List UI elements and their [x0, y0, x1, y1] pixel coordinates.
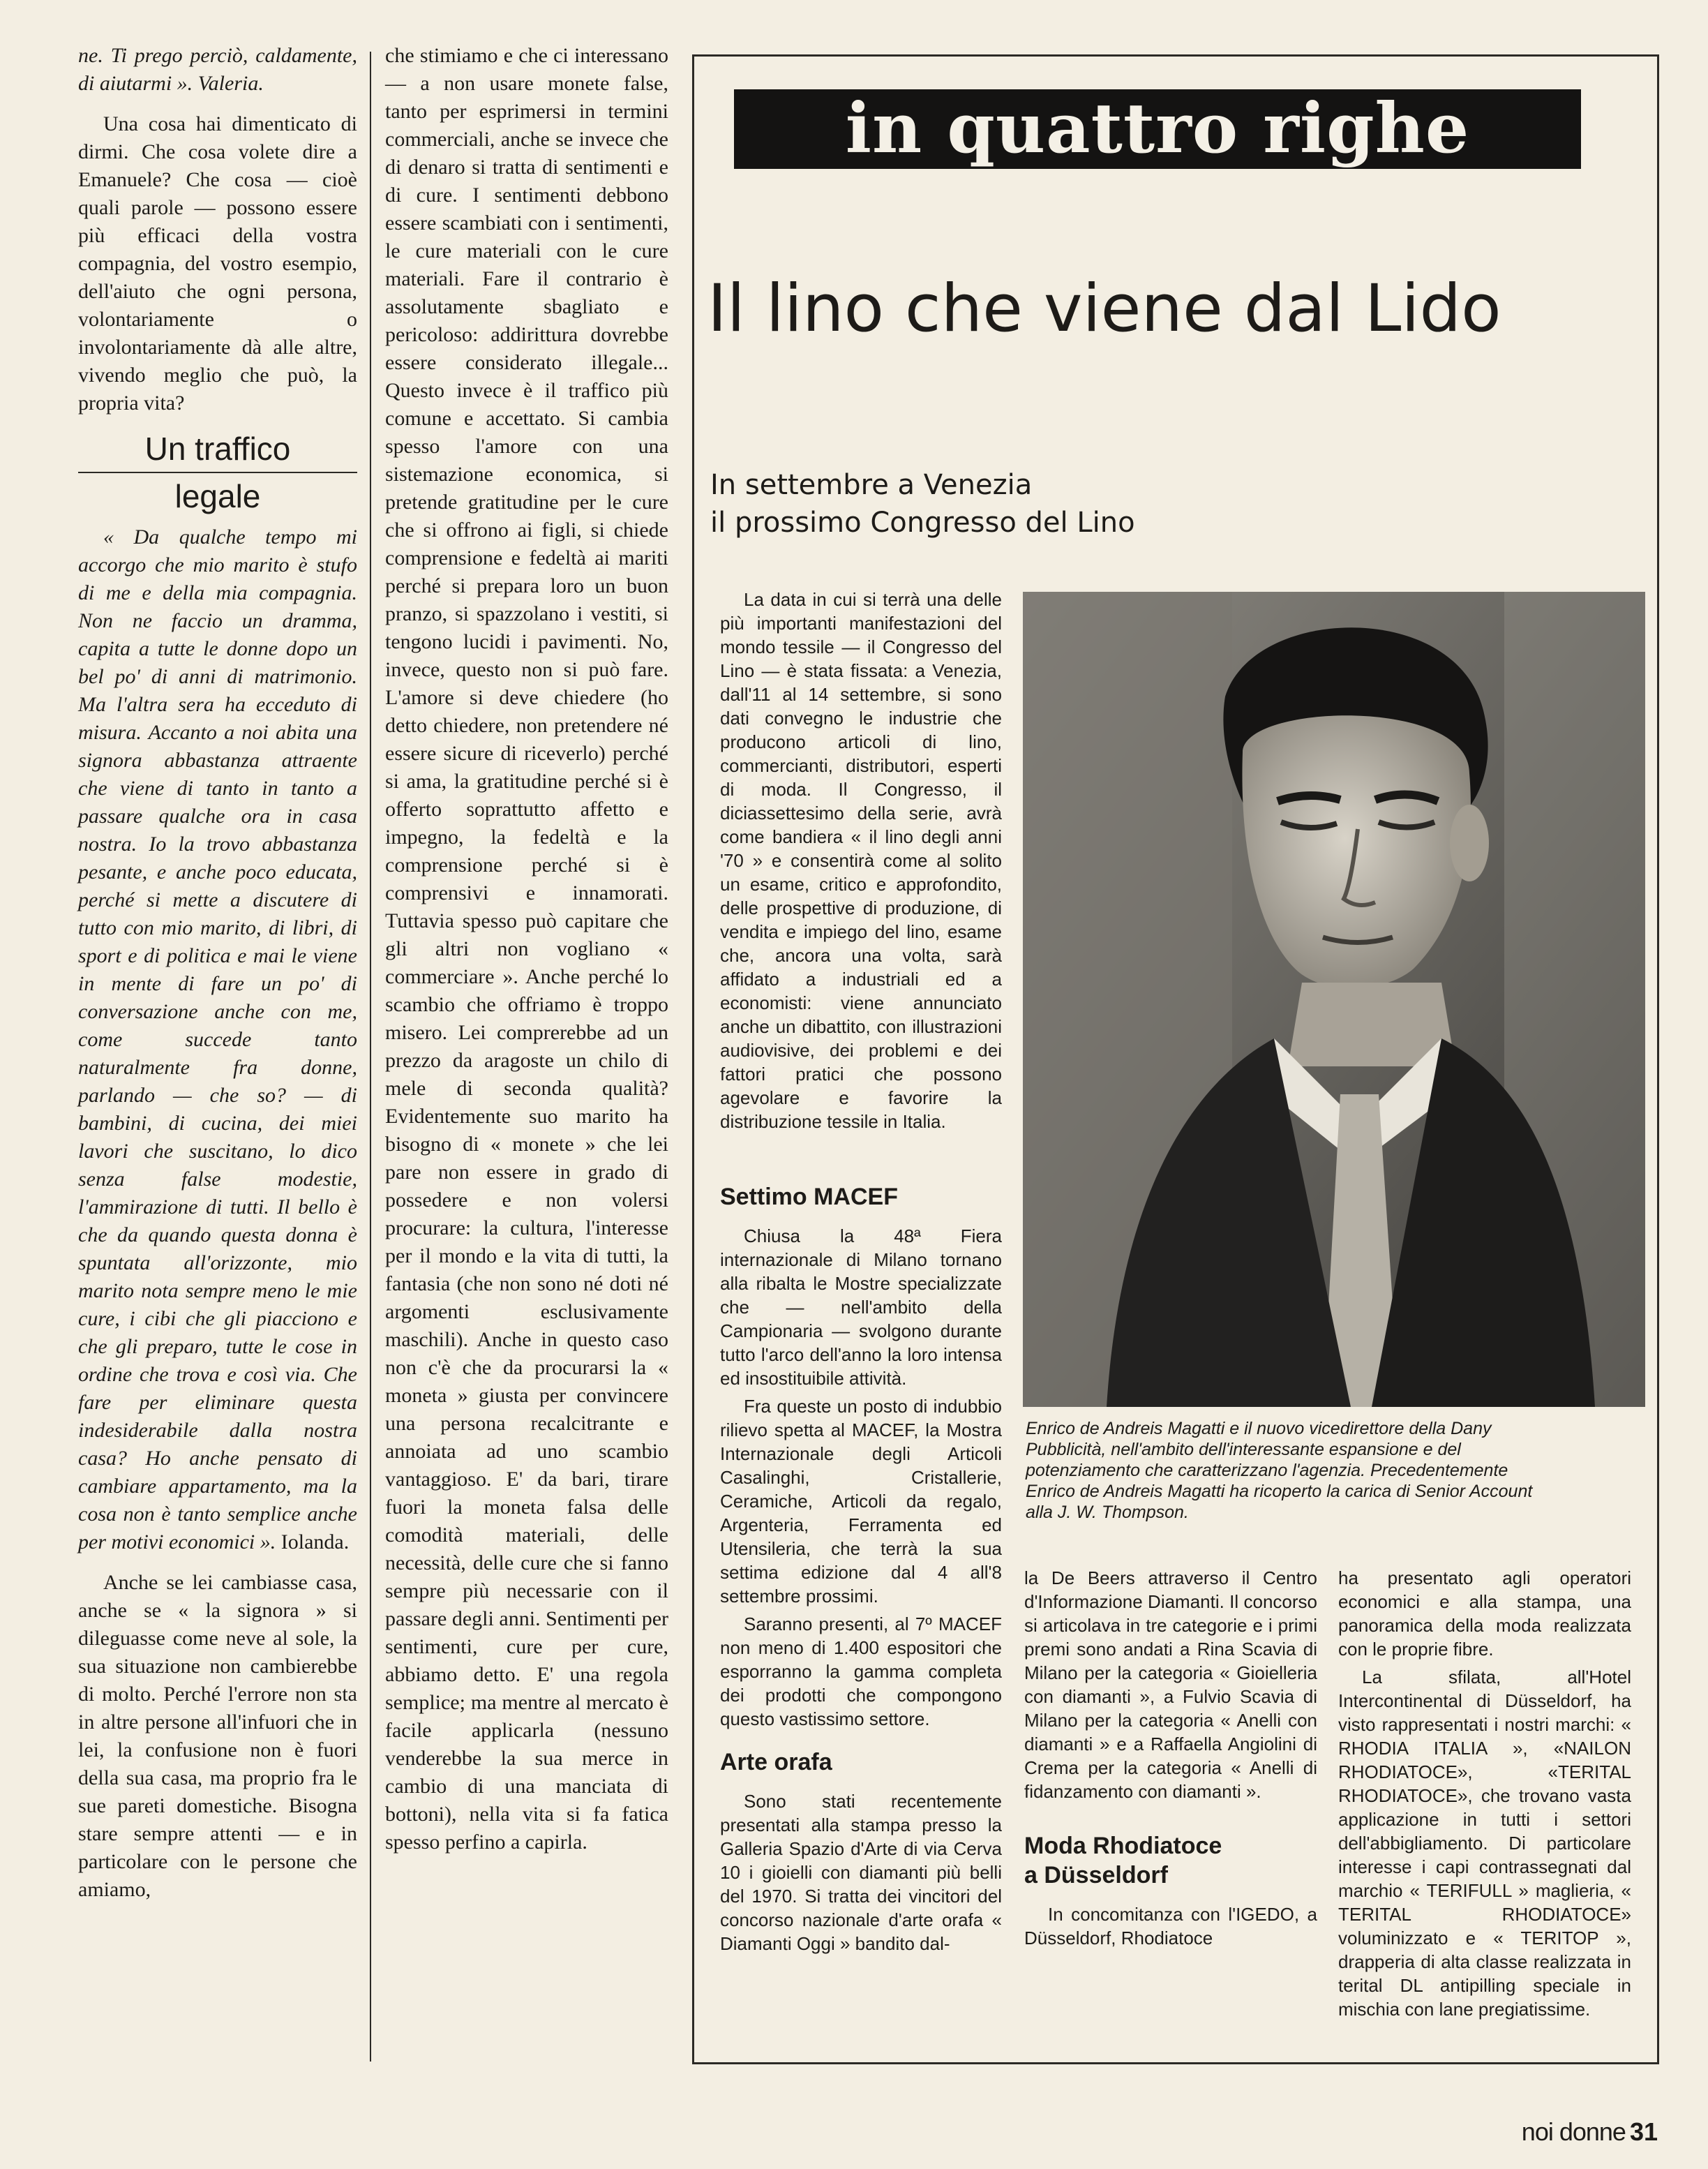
diamanti-paragraph: la De Beers attraverso il Centro d'Informazione Diamanti. Il concorso si articolava in tre categorie e i primi premi sono andati a Rina Scavia di Milano per la categoria « Gioielleria con diamanti », a Fulvio Scavia di Milano per la categoria « Anelli con diamanti » e a Raffaella Angiolini di Crema per la categoria « Anelli di fidanzamento con diamanti ».	[1024, 1567, 1317, 1802]
macef-heading: Settimo MACEF	[720, 1184, 898, 1210]
deck-line-1: In settembre a Venezia	[710, 469, 1033, 501]
reply-paragraph: Una cosa hai dimenticato di dirmi. Che cosa volete dire a Emanuele? Che cosa — cioè quali parole — possono essere più efficaci della vostra compagnia, del vostro esempio, dell'aiuto che ogni persona, volontariamente o involontariamente dà alle altre, vivendo meglio che può, la propria vita?	[78, 112, 357, 415]
portrait-illustration	[1023, 592, 1645, 1407]
macef-paragraph-2: Fra queste un posto di indubbio rilievo spetta al MACEF, la Mostra Internazionale degli Articoli Casalinghi, Cristallerie, Ceramiche, Articoli da regalo, Argenteria, Ferramenta ed Utensileria, che terrà la sua settima edizione dal 4 all'8 settembre prossimi.	[720, 1396, 1002, 1607]
reply-paragraph: Anche se lei cambiasse casa, anche se « la signora » si dileguasse come neve al sole, la sua situazione non cambierebbe di molto. Perché l'errore non sta in altre persone all'infuori che in lei, la confusione non è fuori della sua casa, ma proprio fra le sue pareti domestiche. Bisogna stare sempre attenti — e in particolare con le persone che amiamo,	[78, 1571, 357, 1901]
macef-paragraph-1: Chiusa la 48ª Fiera internazionale di Milano tornano alla ribalta le Mostre specializzate che — nell'ambito della Campionaria — svolgono durante tutto l'arco dell'anno la loro intensa ed insostituibile attività.	[720, 1225, 1002, 1389]
page-number: 31	[1629, 2117, 1658, 2146]
magazine-brand: noi donne	[1521, 2117, 1626, 2146]
deck-line-2: il prossimo Congresso del Lino	[710, 507, 1135, 539]
subhead-line-2: legale	[174, 478, 261, 514]
orafa-paragraph: Sono stati recentemente presentati alla stampa presso la Galleria Spazio d'Arte di via Cerva 10 i gioielli con diamanti più belli del 1970. Si tratta dei vincitori del concorso nazionale d'arte orafa « Diamanti Oggi » bandito dal-	[720, 1791, 1002, 1954]
section-masthead: in quattro righe	[734, 89, 1581, 169]
moda-heading-line-1: Moda Rhodiatoce	[1024, 1833, 1222, 1859]
letter-signature: Iolanda.	[280, 1530, 350, 1553]
page-footer	[1522, 2117, 1658, 2147]
letter-ending: ne. Ti prego perciò, caldamente, di aiutarmi ». Valeria.	[78, 44, 357, 95]
section-subhead	[78, 430, 357, 515]
diamanti-moda-column	[1024, 1566, 1317, 1954]
subhead-rule	[78, 472, 357, 473]
macef-article	[720, 1182, 1002, 1960]
portrait-photo	[1023, 592, 1645, 1407]
article-headline: Il lino che viene dal Lido	[707, 271, 1501, 347]
orafa-heading: Arte orafa	[720, 1749, 832, 1775]
letters-column-left	[78, 42, 357, 1916]
column-divider	[370, 52, 371, 2062]
rhodiatoce-paragraph-2: La sfilata, all'Hotel Intercontinental di Düsseldorf, ha visto rappresentati i nostri marchi: « RHODIA ITALIA », «NAILON RHODIATOCE», «TERITAL RHODIATOCE», che trovano vasta applicazione in tutti i settori dell'abbigliamento. Di particolare interesse i capi contrassegnati dal marchio « TERIFULL » maglieria, « TERITAL RHODIATOCE» voluminizzato e « TERITOP », drapperia di alta classe realizzata in terital DL antipilling speciale in mischia con lane pregiatissime.	[1338, 1667, 1631, 2020]
letters-column-right	[385, 42, 668, 1869]
rhodiatoce-paragraph-1: ha presentato agli operatori economici e alla stampa, una panoramica della moda realizzata con le proprie fibre.	[1338, 1567, 1631, 1660]
subhead-line-1: Un traffico	[144, 431, 291, 467]
article-deck	[710, 466, 1338, 542]
moda-paragraph: In concomitanza con l'IGEDO, a Düsseldorf, Rhodiatoce	[1024, 1904, 1317, 1948]
rhodiatoce-column	[1338, 1566, 1631, 2025]
moda-heading	[1024, 1831, 1317, 1890]
reply-paragraph: che stimiamo e che ci interessano — a non usare monete false, tanto per esprimersi in termini commerciali, anche se invece che di denaro si tratta di sentimenti e di cure. I sentimenti debbono essere scambiati con i sentimenti, le cure materiali con le cure materiali. Fare il contrario è assolutamente sbagliato e pericoloso: addirittura dovrebbe essere considerato illegale... Questo invece è il traffico più comune e accettato. Si cambia spesso l'amore con una sistemazione economica, si pretende gratitudine per le cure che si offrono ai figli, si chiede comprensione e fedeltà ai mariti perché si prepara loro un buon pranzo, si spazzolano i vestiti, si tengono lucidi i pavimenti. No, invece, questo non si può fare. L'amore si deve chiedere (ho detto chiedere, non pretendere né essere sicure di riceverlo) perché si ama, la gratitudine perché si è offerto soprattutto affetto e impegno, la fedeltà e la comprensione perché si è comprensivi e innamorati. Tuttavia spesso può capitare che gli altri non vogliano « commerciare ». Anche perché lo scambio che offriamo è troppo misero. Lei comprerebbe ad un prezzo da aragoste un chilo di mele di seconda qualità? Evidentemente suo marito ha bisogno di « monete » che lei pare non essere in grado di possedere e non volersi procurare: la cultura, l'interesse per il mondo e la vita di tutti, la fantasia (che non sono né doti né argomenti esclusivamente maschili). Anche in questo caso non c'è che da procurarsi la « moneta » giusta per convincere una persona recalcitrante e annoiata ad uno scambio vantaggioso. E' da bari, tirare fuori la moneta falsa delle comodità materiali, delle necessità, delle cure che si fanno sempre più necessarie con il passare degli anni. Sentimenti per sentimenti, cure per cure, abbiamo detto. E' una regola semplice; ma mentre al mercato è facile applicarla (nessuno venderebbe la sua merce in cambio di una manciata di bottoni), nella vita si fa fatica spesso perfino a capirla.	[385, 44, 668, 1854]
lino-article	[720, 588, 1002, 1138]
photo-caption: Enrico de Andreis Magatti e il nuovo vicedirettore della Dany Pubblicità, nell'ambito dell'interessante espansione e del potenziamento che caratterizzano l'agenzia. Precedentemente Enrico de Andreis Magatti ha ricoperto la carica di Senior Account alla J. W. Thompson.	[1026, 1419, 1533, 1522]
lino-paragraph: La data in cui si terrà una delle più importanti manifestazioni del mondo tessile — il Congresso del Lino — è stata fissata: a Venezia, dall'11 al 14 settembre, si sono dati convegno le industrie che producono articoli di lino, commercianti, distributori, esperti di moda. Il Congresso, il diciassettesimo della serie, avrà come bandiera « il lino degli anni '70 » e consentirà come al solito un esame, critico e approfondito, delle prospettive di produzione, di vendita e impiego del lino, esame che, ancora una volta, sarà affidato a industriali ed a economisti: viene annunciato anche un dibattito, con illustrazioni audiovisive, dei problemi e dei fattori pratici che possono agevolare e favorire la distribuzione tessile in Italia.	[720, 589, 1002, 1132]
reader-letter: « Da qualche tempo mi accorgo che mio marito è stufo di me e della mia compagnia. Non ne faccio un dramma, capita a tutte le donne dopo un bel po' di anni di matrimonio. Ma l'altra sera ha ecceduto di misura. Accanto a noi abita una signora abbastanza attraente che viene di tanto in tanto a passare qualche ora in casa nostra. Io la trovo abbastanza pesante, e anche poco educata, perché si mette a discutere di tutto con mio marito, di libri, di sport e di politica e mai le viene in mente di fare un po' di conversazione anche con me, come succede tanto naturalmente fra donne, parlando — che so? — di bambini, di cucina, dei miei lavori che suscitano, lo dico senza false modestie, l'ammirazione di tutti. Il bello è che da quando questa donna è spuntata all'orizzonte, mio marito nota sempre meno le mie cure, i cibi che gli piacciono e che gli preparo, tutte le cose in ordine che trova e così via. Che fare per eliminare questa indesiderabile dalla nostra casa? Ho anche pensato di cambiare appartamento, ma la cosa non è tanto semplice anche per motivi economici ». Iolanda.	[78, 526, 357, 1553]
macef-paragraph-3: Saranno presenti, al 7º MACEF non meno di 1.400 espositori che esporranno la gamma completa dei prodotti che compongono questo vastissimo settore.	[720, 1613, 1002, 1729]
moda-heading-line-2: a Düsseldorf	[1024, 1862, 1168, 1888]
